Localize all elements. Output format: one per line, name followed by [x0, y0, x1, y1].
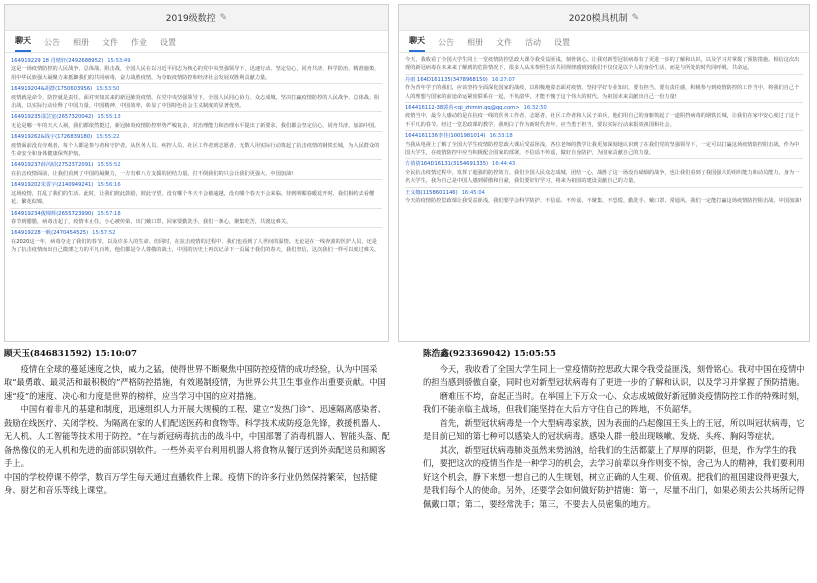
tab-settings[interactable]: 设置: [554, 38, 570, 47]
message-text: 春节到腊腊，病毒击起了，疫情本止住。小心被传染，出门戴口罩，回家要勤洗手，我们一条心，聚集吃苦，共渡这难关。: [11, 218, 292, 225]
tab-chat[interactable]: 聊天: [15, 35, 31, 52]
document-paragraph: 今天，我收看了全国大学生同上一堂疫情防控思政大课令我受益匪浅，刻骨铭心。我对中国在疫情中的担当感到骄傲自豪，同时也对新型冠状病毒有了更进一步的了解和认识，以及学习并掌握了预防措施。: [423, 363, 805, 387]
message-text: 疫情就是命令，防控就是责任。面对突如其来的新冠肺炎疫情，在党中央坚强领导下，全国人民同心协力、众志成城，坚决打赢疫情防控的人民战争、总体战、阻击战，以实际行动诠释了中国力量、中国精神、中国效率，彰显了中国特色社会主义制度的显著优势。: [11, 94, 380, 110]
tab-homework[interactable]: 作业: [131, 38, 147, 47]
message-time: 15:53:50: [96, 86, 120, 93]
message-time: 15:56:16: [97, 182, 121, 189]
sender-name[interactable]: 164919235邵芸宽(2657320042): [11, 114, 94, 121]
tab-album[interactable]: 相册: [467, 38, 483, 47]
message-text: 今天，我收看了全国大学生同上一堂疫情防控思政大课令我受益匪浅，刻骨铭心。让我对新型冠状病毒有了更进一步的了解和认识，以及学习并掌握了预防措施。相信这次出现的新冠病毒在未来来了解到的危险情况下，很多人从未参照生活共同规律感到到我们不仅仅是以个人的身份生活，而是与所处的时代同呼吸、共命运。: [405, 57, 800, 72]
right-tabs: [399, 31, 809, 53]
sender-name[interactable]: 164919234俊锦辉(2655723990): [11, 210, 94, 217]
message-time: 15:55:22: [96, 134, 120, 141]
list-item: [405, 56, 803, 75]
list-item: [405, 132, 803, 159]
left-window-title: 2019级数控: [165, 14, 216, 24]
list-item: [405, 160, 803, 187]
message-text: 全民抗击疫情过程中，发挥了超强的防控效力。我们全国人民众志成城，团结一心，战胜了这一场没有硝烟的战争，也让我们看到了我国强大的组织能力和动员能力，身为一名大学生，我为自己是中国人感到骄傲和自豪，我们要好好学习，将来为祖国的建设贡献自己的力量。: [405, 169, 800, 185]
message-text: 作为青年学子的我们，应该坚持全面深化国家的战疫，以积极地姿态面对疫情，坚持学好专业知识，要有担当、要有责任感，积极参与到疫情防控的工作当中，将我们自己个人的理想与国家的前途命运紧密联系在一起，不负韶华，才能不愧于这个伟大的时代，为祖国未来贡献出自己一份力量!: [405, 85, 800, 100]
document-author: 顾天玉(846831592) 15:10:07: [4, 349, 137, 359]
list-item: [11, 181, 382, 208]
document-paragraph: 疫情在全球的蔓延速度之快，威力之猛，使得世界不断聚焦中国防控疫情的成功经验，认为中国采取“最勇敢、最灵活和最积极的”严格防控措施，有效遏制疫情，为世界公共卫生事业作出重要贡献。中国速“疫”的速度、决心和力度是世界的榜样，应当学习中国的应对措施。: [4, 363, 386, 401]
message-text: 今天的疫情防控思政课让我受益匪浅，我们要学会科学防护、不信谣、不传谣，不聚集、不恐慌、勤洗手、戴口罩、常通风，我们一定能打赢这场疫情防控阻击战，中国加油!: [405, 198, 802, 205]
list-item: [11, 210, 382, 229]
sender-name[interactable]: 164416112-38郭芮<qi_zhimin.qq@qq.com>: [405, 105, 520, 112]
right-window-title: 2020模具机制: [568, 14, 628, 24]
message-text: 在2020这一年，病毒夺走了我们的春节，以及许多人的生命。但同时，在抗击疫情的过程中，我们也看到了人世间的温情。无论是在一线奔波的医护人员，还是为了抗击疫情而出自己微薄之力的平凡百姓，他们都是令人尊敬的战士，中国的历史上再次记录下一页属于我们的春天，我们坚信，这次我们一样可以度过难关。: [11, 238, 380, 254]
list-item: [11, 85, 382, 112]
sender-name[interactable]: 方倩倩164D16131(3154691335): [405, 161, 489, 168]
left-chat-window: [4, 4, 389, 342]
message-time: 15:55:52: [97, 162, 121, 169]
sender-name[interactable]: 丹雨 164D161135(3478968150): [405, 76, 488, 83]
tab-settings[interactable]: 设置: [160, 38, 176, 47]
edit-icon[interactable]: ✎: [631, 12, 640, 23]
list-item: [405, 104, 803, 131]
message-time: 16:32:50: [523, 105, 547, 112]
message-time: 15:57:52: [92, 230, 116, 237]
document-paragraph: 中国的学校停课不停学，数百万学生每天通过直播软件上课。疫情下的许多行业仍然保持繁荣，包括健身、厨艺和音乐等线上课堂。: [4, 471, 378, 495]
document-author: 陈浩鑫(923369042) 15:05:55: [423, 349, 556, 359]
sender-name[interactable]: 164919204&胡群(1750603956): [11, 86, 93, 93]
edit-icon[interactable]: ✎: [219, 12, 228, 23]
right-chat-window: [398, 4, 810, 342]
message-time: 16:45:04: [461, 189, 485, 196]
list-item: [405, 76, 803, 103]
sender-name[interactable]: 164919228一帆(2470454525): [11, 230, 89, 237]
message-text: 疫情当中，最令人感动的是在抗疫一线的医务工作者、志愿者、社区工作者和人民子弟兵，他们用自己的身躯筑起了一道阻挡病毒的钢铁长城，让我们在家中安心度过了这个不平凡的春节。经过一堂思政课的教学，我明白了作为新时代青年，应当勇于担当，要以实际行动来报效祖国和社会。: [405, 113, 800, 128]
tab-chat[interactable]: 聊天: [409, 35, 425, 52]
list-item: [405, 189, 803, 206]
sender-name[interactable]: 164919202朱霄宇(2140949241): [11, 182, 94, 189]
message-time: 15:53:49: [107, 58, 131, 64]
message-text: 这场疫情，打乱了我们的生活。此时，让我们彼此鼓励，彼此守望，没有哪个冬天不会被逾越，没有哪个春天不会来临。待到明媚春暖花开时，我们相约去看樱花、繁花似锦。: [11, 190, 375, 206]
tab-announcement[interactable]: 公告: [44, 38, 60, 47]
list-item: [11, 161, 382, 180]
message-time: 16:27:07: [491, 76, 516, 83]
message-text: 无论是哪一年的天大人祸，我们都依然挺过，新冠肺炎疫情防控形势严峻复杂，对治理能力和治理水平提出了新要求，我们都会坚定信心，同舟共济。加油中国。: [11, 122, 380, 129]
left-tabs: [5, 31, 388, 53]
tab-announcement[interactable]: 公告: [438, 38, 454, 47]
list-item: [11, 57, 382, 84]
left-document: [4, 348, 390, 583]
document-paragraph: 磨难压不垮，奋起正当时。在举国上下万众一心、众志成城做好新冠肺炎疫情防控工作的特殊时刻，我们不能亲临主战场，但我们能坚持在大后方守住自己的阵地，不负韶华。: [423, 390, 805, 414]
tab-files[interactable]: 文件: [496, 38, 512, 47]
tab-activity[interactable]: 活动: [525, 38, 541, 47]
sender-name[interactable]: 164919229 18 肖晴轩(2492688952): [11, 58, 104, 64]
sender-name[interactable]: 王义娜(1158601146): [405, 189, 458, 196]
message-text: 在抗击疫情面前，让我们看到了中国的凝聚力，一方有难八方支援的团结力量。打不倒我们的只会让我们更强大，中国加油!: [11, 170, 294, 177]
left-message-list: [5, 53, 388, 255]
message-text: 当我从电视上了解了全国大学生疫情防控思政大课后受益匪浅，各位老师的教学让我更加深刻地认识到了在我们党的坚强领导下，一定可以打赢这场疫情防控阻击战。作为中国大学生，在疫情防控中应当积极配合国家的部署，不信谣不传谣，做好自身防护，为国家贡献自己的力量。: [405, 141, 800, 157]
right-document: [423, 348, 811, 583]
message-time: 15:55:13: [97, 114, 121, 121]
sender-name[interactable]: 164919237薛芮昭(2752372091): [11, 162, 94, 169]
tab-album[interactable]: 相册: [73, 38, 89, 47]
sender-name[interactable]: 164919262&钱宇(1726839180): [11, 134, 93, 141]
tab-files[interactable]: 文件: [102, 38, 118, 47]
message-text: 这是一场疫情防控的人民战争、总体战、阻击战，全国人民在以习近平同志为核心的党中央坚强领导下，迅速行动、坚定信心，同舟共济、科学防治、精准施策，用中华民族强大凝聚力来抵御我们的共同病毒，奋力战胜疫情，为夺取疫情防控和经济社会发展双胜利贡献力量。: [11, 66, 380, 81]
list-item: [11, 133, 382, 160]
message-time: 16:44:43: [492, 161, 516, 168]
document-paragraph: 其次，新型冠状病毒肺炎虽然来势汹汹，给我们的生活都蒙上了厚厚的阴影，但是，作为学生的我们，要把这次的疫情当作是一种学习的机会，去学习前辈以身作则变不惊，舍己为人的精神，我们要利用好这个机会，静下来想一想自己的人生规划，树立正确的人生观、价值观。把我们的祖国建设得更强大，是我们每个人的使命。另外，还要学会如何做好防护措施：第一，尽量不出门，如果必须去公共场所记得佩戴口罩；第二，要经常洗手；第三，不要去人员密集的地方。: [423, 444, 805, 509]
right-message-list: [399, 53, 809, 206]
document-paragraph: 首先，新型冠状病毒是一个大型病毒家族，因为表面的凸起像国王头上的王冠，所以叫冠状病毒，它是目前已知的第七种可以感染人的冠状病毒。感染人群一般出现咳嗽、发烧、头疼、胸闷等症状。: [423, 417, 805, 441]
left-title-bar: [5, 5, 388, 31]
message-time: 16:33:18: [489, 133, 513, 140]
message-text: 疫情面前没有旁观者，每个人都是参与者和守护者。从医务人员、疾控人员、社区工作者到志愿者，无数人用实际行动筑起了抗击疫情的钢铁长城，为人民群众的生命安全和身体健康保驾护航。: [11, 142, 380, 158]
sender-name[interactable]: 1644161136李佳(1001981014): [405, 133, 486, 140]
list-item: [11, 113, 382, 132]
message-time: 15:57:18: [97, 210, 121, 217]
document-paragraph: 中国有着非凡的基建和制度，迅速组织人力开展大规模的工程、建立“发热门诊”、迅速隔离感染者、鼓励在线医疗、关闭学校、为隔离在家的人们配送医药和食物等。科学技术成防疫急先锋，救援机器人、无人机、人工智能等技术用于防控。“在与新冠病毒抗击的战斗中，中国部署了消毒机器人、智能头盔、配备热像仪的无人机和先进的面部识别软件。一些外卖平台利用机器人将食物从餐厅送到外卖配送员和顾客手上。: [4, 404, 390, 468]
right-title-bar: [399, 5, 809, 31]
list-item: [11, 229, 382, 254]
